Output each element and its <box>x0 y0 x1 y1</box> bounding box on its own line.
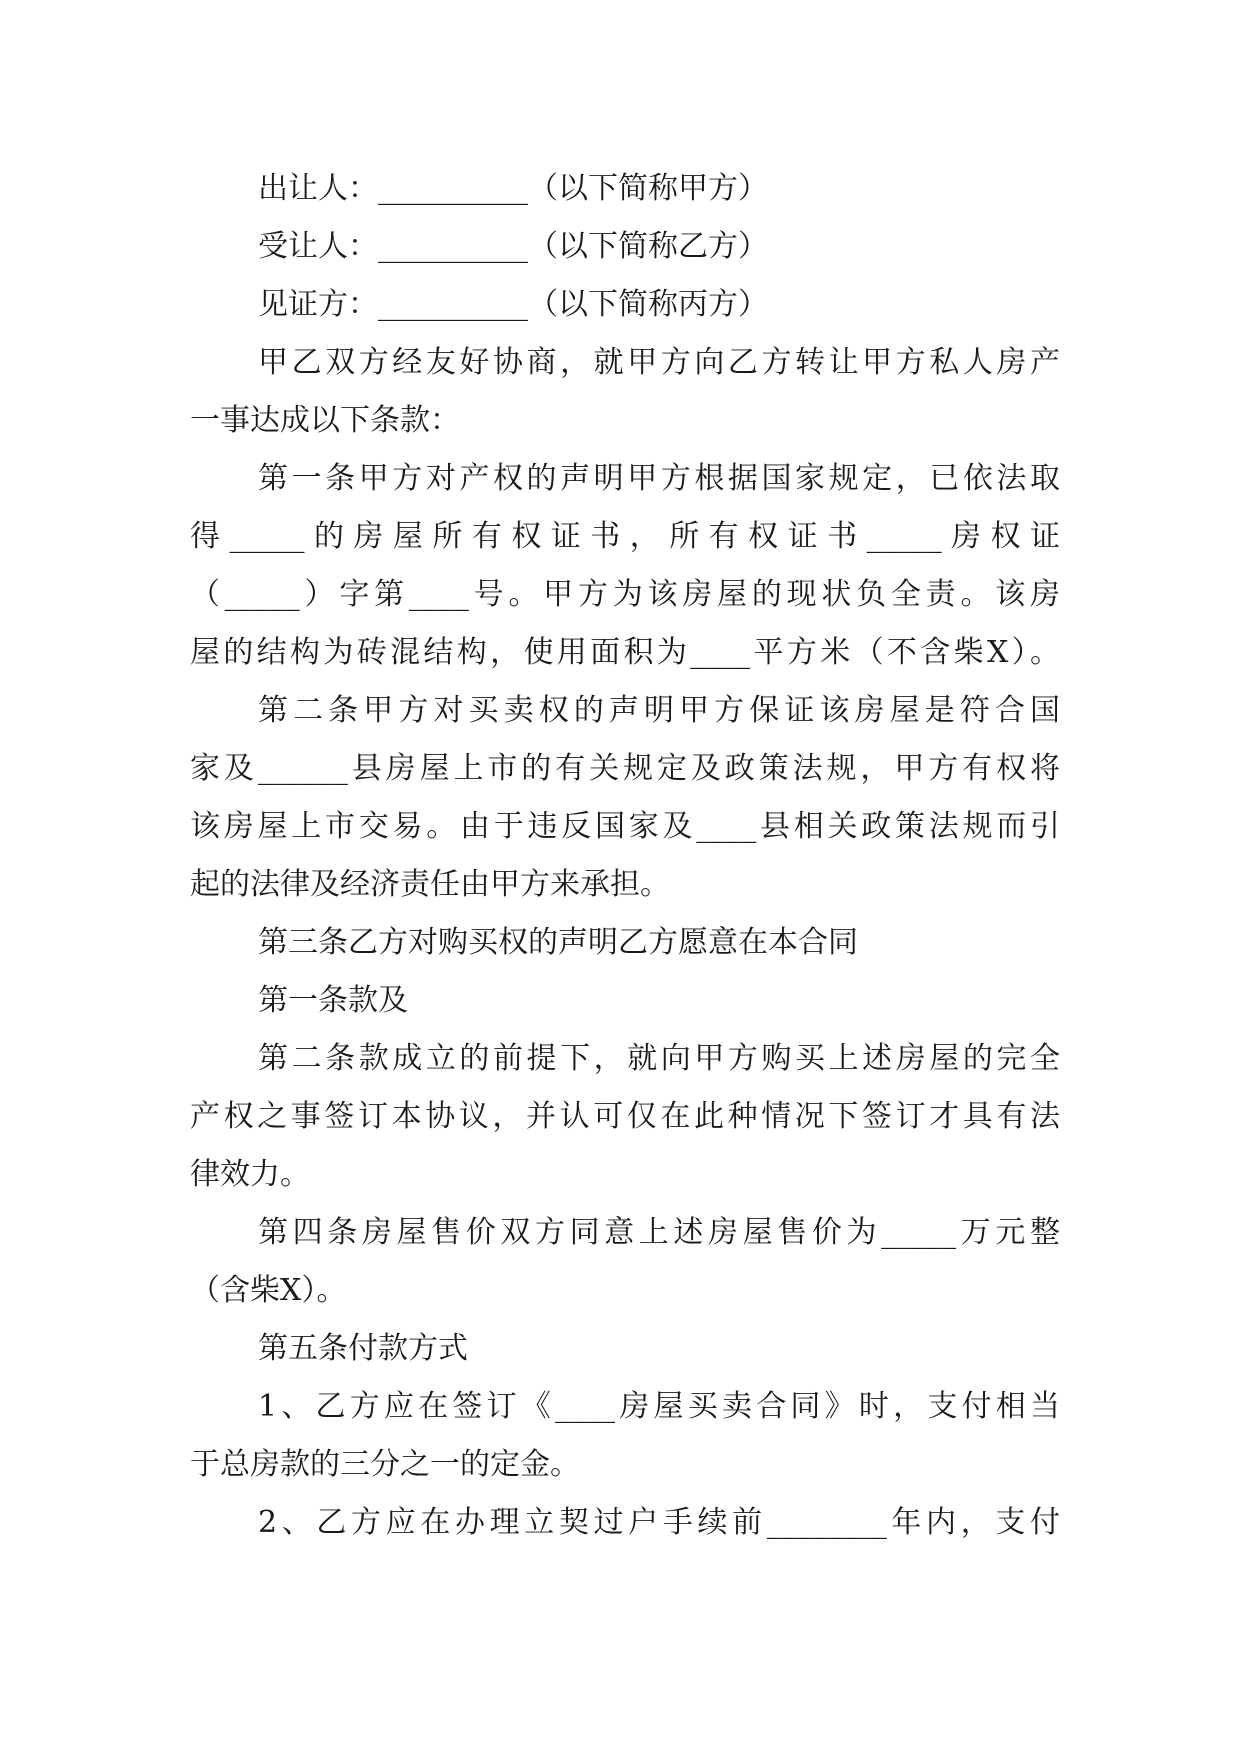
text-line: 第二条款成立的前提下，就向甲方购买上述房屋的完全 <box>258 1041 1060 1076</box>
text-line: 屋的结构为砖混结构，使用面积为____平方米（不含柴X）。 <box>190 635 1060 670</box>
text-line: 该房屋上市交易。由于违反国家及____县相关政策法规而引 <box>190 809 1060 844</box>
text-line: 第一条甲方对产权的声明甲方根据国家规定，已依法取 <box>258 461 1060 496</box>
text-line: 第四条房屋售价双方同意上述房屋售价为_____万元整 <box>258 1215 1060 1250</box>
text-line: 甲乙双方经友好协商，就甲方向乙方转让甲方私人房产 <box>258 345 1060 380</box>
text-line: 得_____的房屋所有权证书，所有权证书_____房权证 <box>190 519 1060 554</box>
text-line: 出让人：__________（以下简称甲方） <box>258 171 768 206</box>
text-line: 于总房款的三分之一的定金。 <box>190 1447 580 1482</box>
text-line: 第五条付款方式 <box>258 1331 468 1366</box>
text-line: 家及______县房屋上市的有关规定及政策法规，甲方有权将 <box>190 751 1060 786</box>
text-line: 律效力。 <box>190 1157 310 1192</box>
text-line: （含柴X）。 <box>190 1273 347 1308</box>
text-line: 第一条款及 <box>258 983 408 1018</box>
text-line: 2、乙方应在办理立契过户手续前________年内，支付 <box>258 1505 1060 1540</box>
text-line: 见证方：__________（以下简称丙方） <box>258 287 768 322</box>
document-body <box>190 160 1060 1552</box>
text-line: 1、乙方应在签订《____房屋买卖合同》时，支付相当 <box>258 1389 1060 1424</box>
text-line: 受让人：__________（以下简称乙方） <box>258 229 768 264</box>
text-line: 第三条乙方对购买权的声明乙方愿意在本合同 <box>258 925 858 960</box>
text-line: 第二条甲方对买卖权的声明甲方保证该房屋是符合国 <box>258 693 1060 728</box>
text-line: 一事达成以下条款： <box>190 403 460 438</box>
text-line: 起的法律及经济责任由甲方来承担。 <box>190 867 670 902</box>
text-line: （_____）字第____号。甲方为该房屋的现状负全责。该房 <box>190 577 1060 612</box>
text-line: 产权之事签订本协议，并认可仅在此种情况下签订才具有法 <box>190 1099 1060 1134</box>
